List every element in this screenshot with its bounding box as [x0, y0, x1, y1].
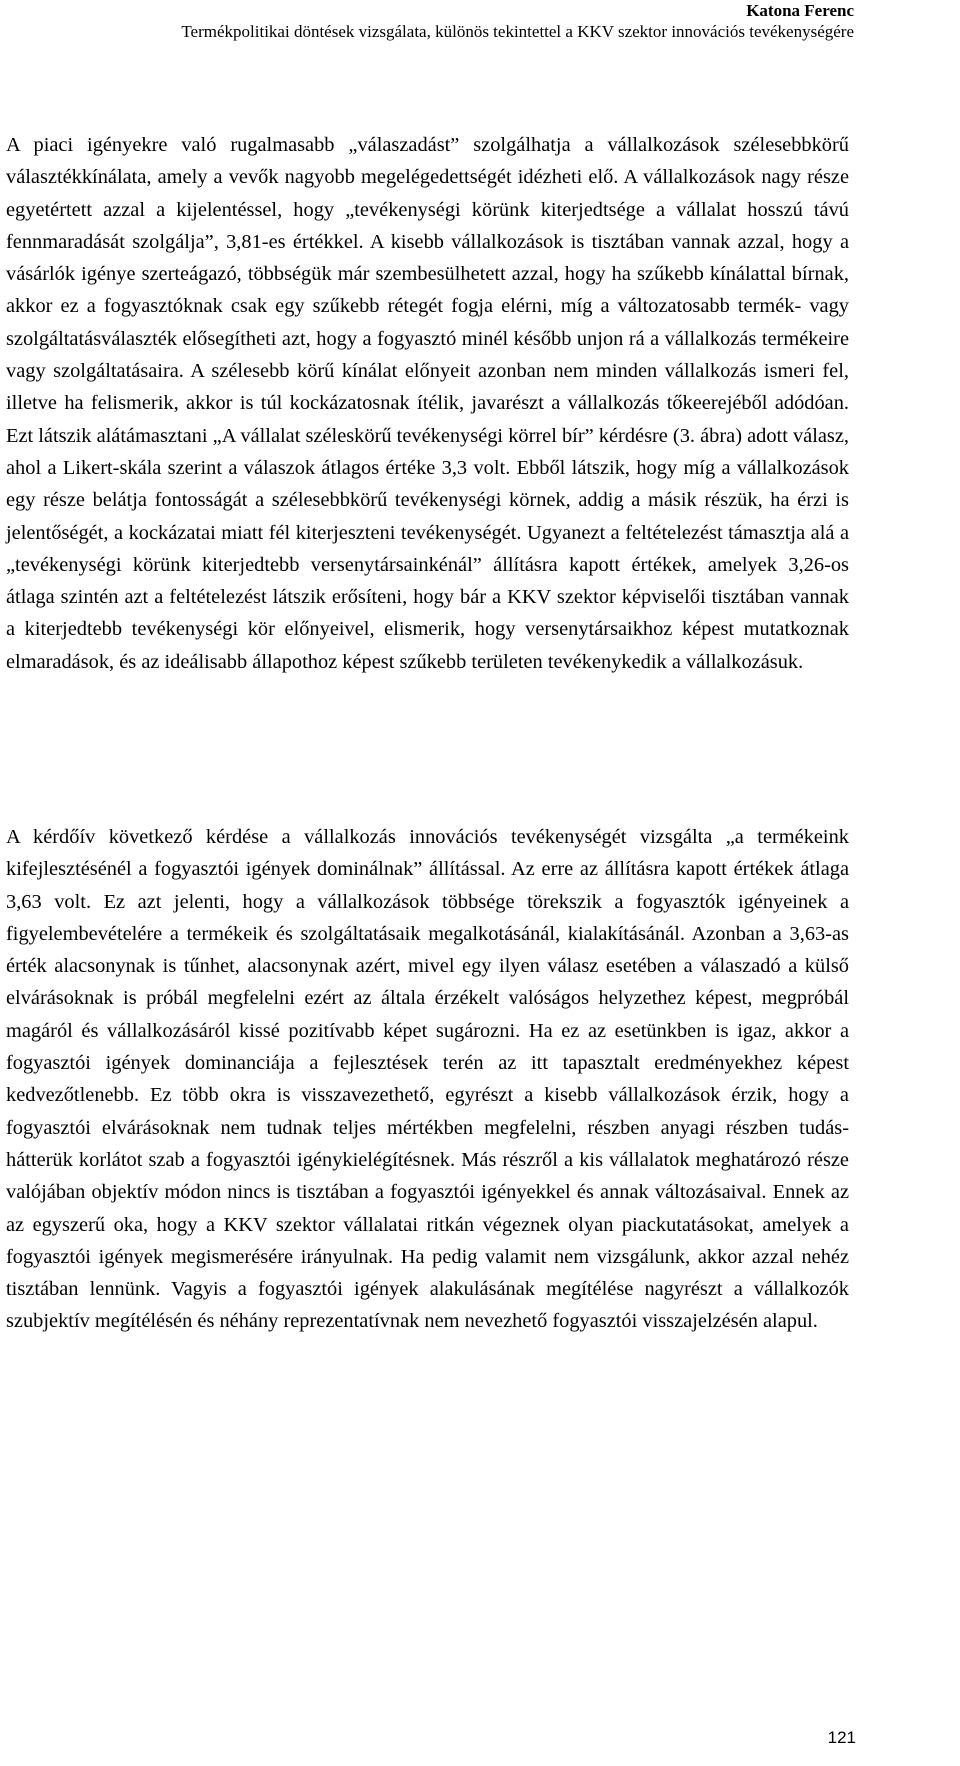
running-header	[181, 0, 854, 42]
header-title: Termékpolitikai döntések vizsgálata, különös tekintettel a KKV szektor innovációs tevékenységére	[181, 22, 854, 41]
body-paragraph-1: A piaci igényekre való rugalmasabb „válaszadást” szolgálhatja a vállalkozások szélesebbkörű választékkínálata, amely a vevők nagyobb megelégedettségét idézheti elő. A vállalkozások nagy része egyetértett azzal a kijelentéssel, hogy „tevékenységi körünk kiterjedtsége a vállalat hosszú távú fennmaradását szolgálja”, 3,81-es értékkel. A kisebb vállalkozások is tisztában vannak azzal, hogy a vásárlók igénye szerteágazó, többségük már szembesülhetett azzal, hogy ha szűkebb kínálattal bírnak, akkor ez a fogyasztóknak csak egy szűkebb rétegét fogja elérni, míg a változatosabb termék- vagy szolgáltatásválaszték elősegítheti azt, hogy a fogyasztó minél később unjon rá a vállalkozás termékeire vagy szolgáltatásaira. A szélesebb körű kínálat előnyeit azonban nem minden vállalkozás ismeri fel, illetve ha felismerik, akkor is túl kockázatosnak ítélik, javarészt a vállalkozás tőkeerejéből adódóan. Ezt látszik alátámasztani „A vállalat széleskörű tevékenységi körrel bír” kérdésre (3. ábra) adott válasz, ahol a Likert-skála szerint a válaszok átlagos értéke 3,3 volt. Ebből látszik, hogy míg a vállalkozások egy része belátja fontosságát a szélesebbkörű tevékenységi körnek, addig a másik részük, ha érzi is jelentőségét, a kockázatai miatt fél kiterjeszteni tevékenységét. Ugyanezt a feltételezést támasztja alá a „tevékenységi körünk kiterjedtebb versenytársainkénál” állításra kapott értékek, amelyek 3,26-os átlaga szintén azt a feltételezést látszik erősíteni, hogy bár a KKV szektor képviselői tisztában vannak a kiterjedtebb tevékenységi kör előnyeivel, elismerik, hogy versenytársaikhoz képest mutatkoznak elmaradások, és az ideálisabb állapothoz képest szűkebb területen tevékenykedik a vállalkozásuk.	[6, 134, 850, 673]
page-number: 121	[827, 1728, 856, 1747]
header-author: Katona Ferenc	[746, 1, 854, 20]
body-paragraph-2: A kérdőív következő kérdése a vállalkozás innovációs tevékenységét vizsgálta „a termékeink kifejlesztésénél a fogyasztói igények dominálnak” állítással. Az erre az állításra kapott értékek átlaga 3,63 volt. Ez azt jelenti, hogy a vállalkozások többsége törekszik a fogyasztók igényeinek a figyelembevételére a termékeik és szolgáltatásaik megalkotásánál, kialakításánál. Azonban a 3,63-as érték alacsonynak is tűnhet, alacsonynak azért, mivel egy ilyen válasz esetében a válaszadó a külső elvárásoknak is próbál megfelelni ezért az általa érzékelt valóságos helyzethez képest, megpróbál magáról és vállalkozásáról kissé pozitívabb képet sugározni. Ha ez az esetünkben is igaz, akkor a fogyasztói igények dominanciája a fejlesztések terén az itt tapasztalt eredményekhez képest kedvezőtlenebb. Ez több okra is visszavezethető, egyrészt a kisebb vállalkozások érzik, hogy a fogyasztói elvárásoknak nem tudnak teljes mértékben megfelelni, részben anyagi részben tudás-hátterük korlátot szab a fogyasztói igénykielégítésnek. Más részről a kis vállalatok meghatározó része valójában objektív módon nincs is tisztában a fogyasztói igényekkel és annak változásaival. Ennek az az egyszerű oka, hogy a KKV szektor vállalatai ritkán végeznek olyan piackutatásokat, amelyek a fogyasztói igények megismerésére irányulnak. Ha pedig valamit nem vizsgálunk, akkor azzal nehéz tisztában lennünk. Vagyis a fogyasztói igények alakulásának megítélése nagyrészt a vállalkozók szubjektív megítélésén és néhány reprezentatívnak nem nevezhető fogyasztói visszajelzésén alapul.	[6, 826, 849, 1333]
